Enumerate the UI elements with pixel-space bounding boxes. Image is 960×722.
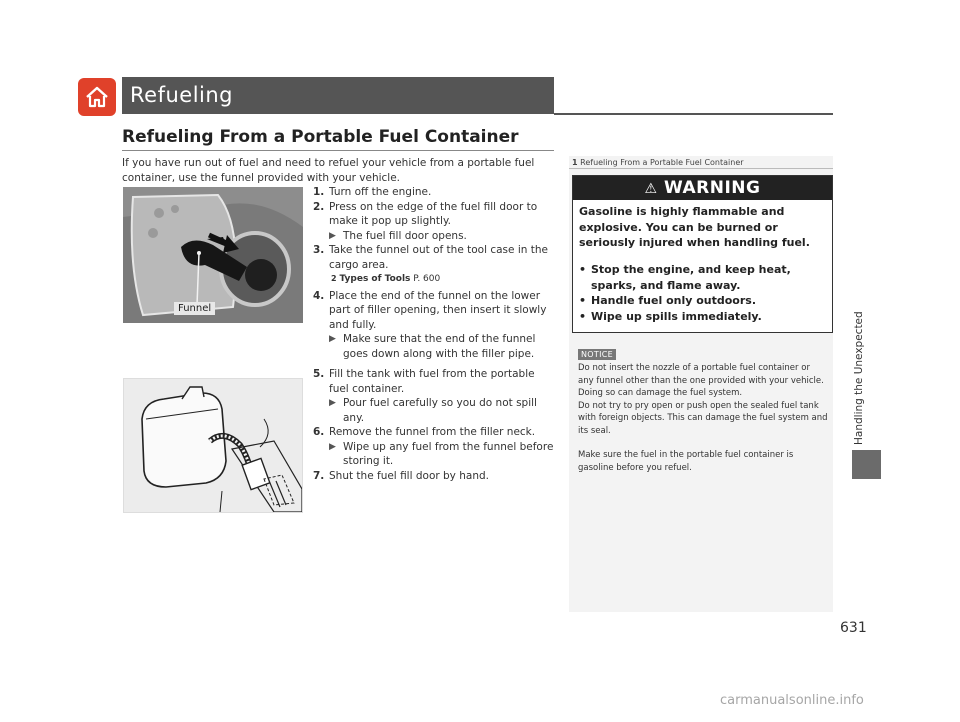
side-note-heading: 1 Refueling From a Portable Fuel Container <box>572 158 744 167</box>
page-number: 631 <box>840 620 867 636</box>
step-5: 5. Fill the tank with fuel from the portable fuel container. <box>313 368 535 395</box>
section-heading: Refueling From a Portable Fuel Container <box>122 127 519 147</box>
notice-badge: NOTICE <box>578 349 616 360</box>
step-6: 6. Remove the funnel from the filler neck. <box>313 426 536 438</box>
step-7: 7. Shut the fuel fill door by hand. <box>313 469 489 482</box>
warning-list <box>579 262 829 324</box>
warning-box <box>572 175 833 333</box>
step-1: 1. Turn off the engine. <box>313 186 432 198</box>
notice-paragraph: Do not try to pry open or push open the sealed fuel tank with foreign objects. This can damage the fuel system and its seal. <box>578 400 828 436</box>
house-glyph <box>84 84 110 110</box>
step-4-result: ▶ Make sure that the end of the funnel goes down along with the filler pipe. <box>329 333 536 360</box>
home-icon[interactable] <box>78 78 116 116</box>
step-3: 3. Take the funnel out of the tool case in the cargo area. <box>313 244 548 271</box>
page-title: Refueling <box>130 83 233 107</box>
funnel-callout-label: Funnel <box>174 302 215 315</box>
step-4: 4. Place the end of the funnel on the lower part of filler opening, then insert it slowly and fully. <box>313 289 547 331</box>
heading-divider <box>122 150 554 151</box>
step-5-result: ▶ Pour fuel carefully so you do not spill any. <box>329 397 537 424</box>
notice-text <box>578 362 828 474</box>
step-2-result: ▶ The fuel fill door opens. <box>329 229 467 242</box>
chapter-tab-label: Handling the Unexpected <box>853 311 865 445</box>
warning-item: • Handle fuel only outdoors. <box>579 293 829 309</box>
warning-triangle-icon: ⚠ <box>644 181 658 197</box>
result-arrow-icon: ▶ <box>329 441 336 452</box>
cross-reference-types-of-tools[interactable]: 2 Types of Tools P. 600 <box>331 274 441 284</box>
chapter-tab[interactable] <box>852 450 881 479</box>
funnel-diagram <box>123 378 303 513</box>
watermark: carmanualsonline.info <box>720 693 864 708</box>
result-arrow-icon: ▶ <box>329 230 336 241</box>
warning-header: ⚠ WARNING <box>573 176 832 200</box>
warning-item: • Wipe up spills immediately. <box>579 309 829 325</box>
step-2: 2. Press on the edge of the fuel fill door to make it pop up slightly. <box>313 200 538 227</box>
notice-paragraph: Do not insert the nozzle of a portable fuel container or any funnel other than the one provided with your vehicle. Doing so can damage the fuel system. <box>578 363 824 398</box>
warning-lead-text: Gasoline is highly flammable and explosive. You can be burned or seriously injured when handling fuel. <box>579 205 810 249</box>
result-arrow-icon: ▶ <box>329 398 336 408</box>
notice-paragraph: Make sure the fuel in the portable fuel container is gasoline before you refuel. <box>578 450 794 473</box>
reference-marker: 1 <box>572 158 578 167</box>
side-note-divider <box>569 168 833 169</box>
title-divider <box>554 113 833 115</box>
warning-item: • Stop the engine, and keep heat, sparks, and flame away. <box>579 262 829 293</box>
procedure-steps <box>313 185 555 483</box>
step-6-result: ▶ Wipe up any fuel from the funnel before storing it. <box>329 440 554 467</box>
result-arrow-icon: ▶ <box>329 334 336 344</box>
reference-marker-icon: 2 <box>331 274 337 283</box>
intro-paragraph: If you have run out of fuel and need to refuel your vehicle from a portable fuel container, use the funnel provided with your vehicle. <box>122 157 535 184</box>
page-title-bar <box>122 77 554 114</box>
